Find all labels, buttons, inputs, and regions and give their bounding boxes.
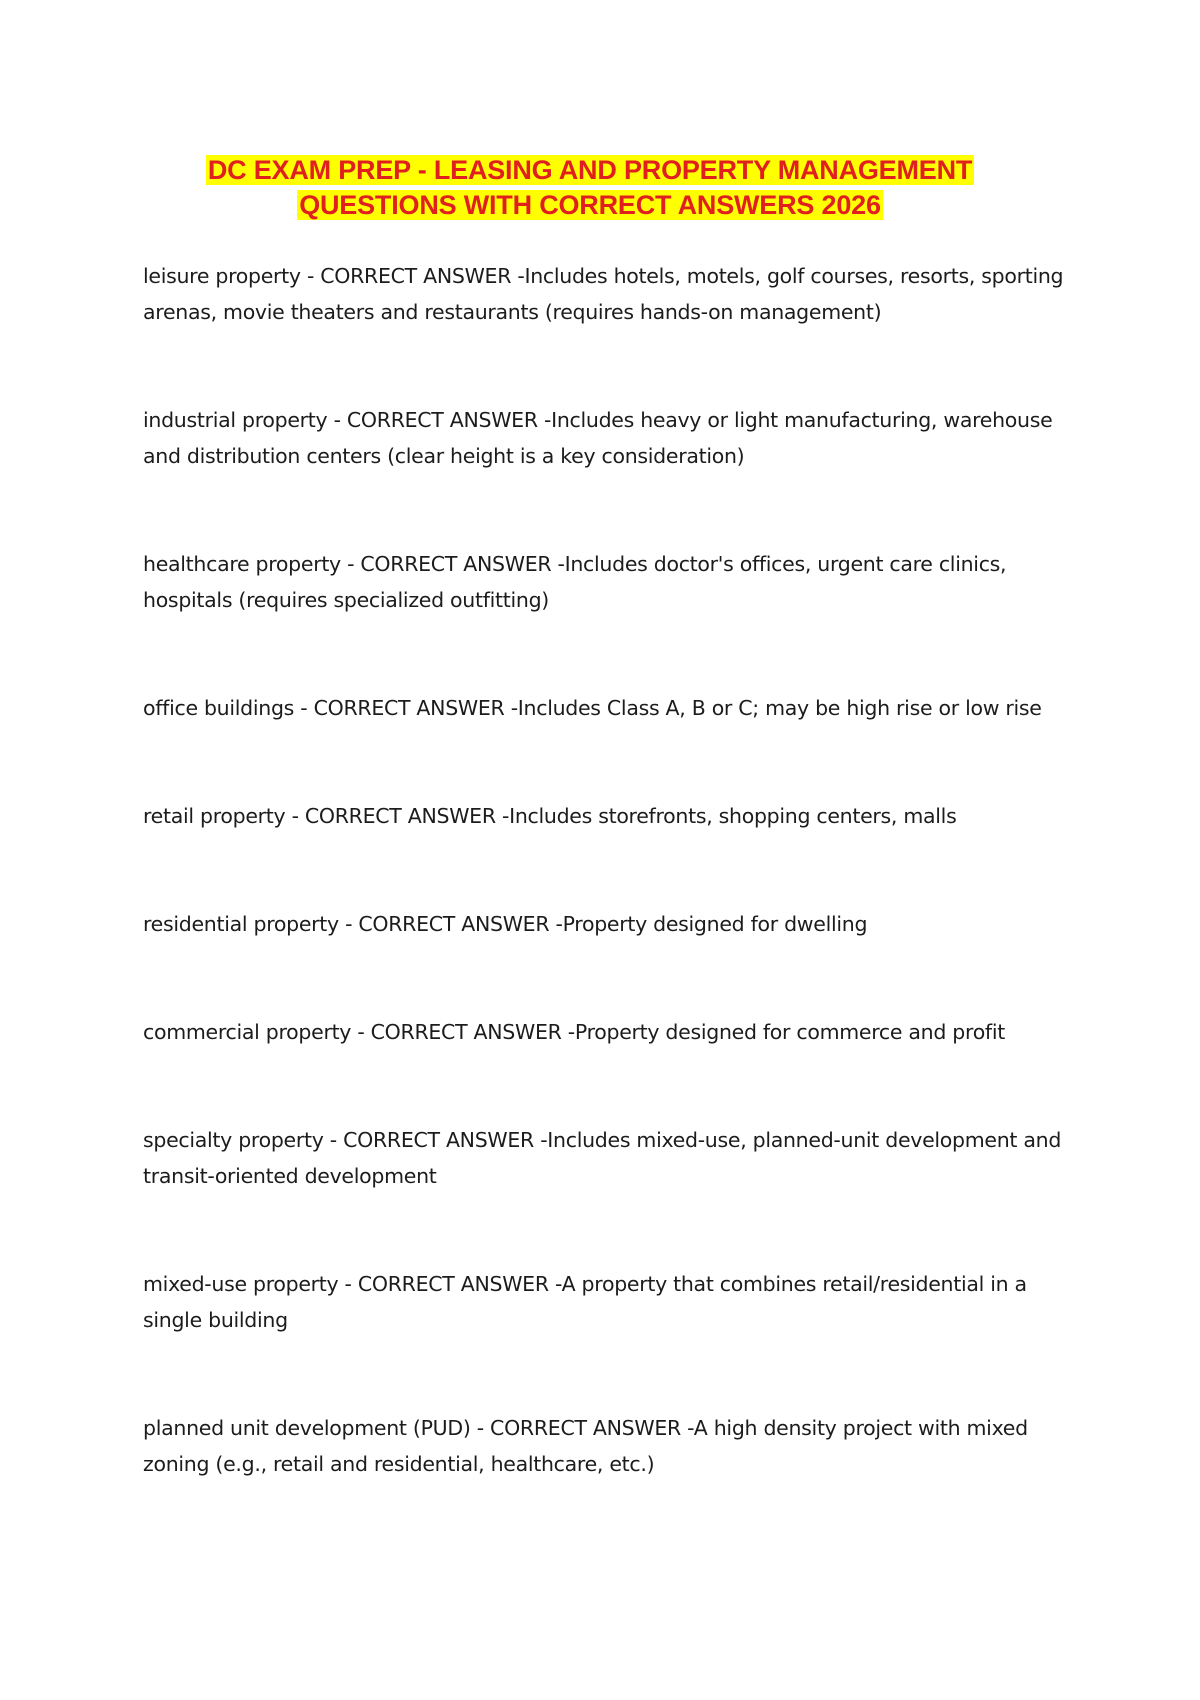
qa-entry-residential-property: residential property - CORRECT ANSWER -Property designed for dwelling [143,912,868,936]
qa-list [143,258,1073,1482]
title-line-2: QUESTIONS WITH CORRECT ANSWERS 2026 [299,190,881,220]
qa-entry-leisure-property: leisure property - CORRECT ANSWER -Includes hotels, motels, golf courses, resorts, sporting arenas, movie theaters and restaurants (requires hands-on management) [143,264,1064,324]
title-line-1: DC EXAM PREP - LEASING AND PROPERTY MANAGEMENT [207,155,973,185]
qa-entry-commercial-property: commercial property - CORRECT ANSWER -Property designed for commerce and profit [143,1020,1005,1044]
document-title [150,153,1030,223]
qa-entry-office-buildings: office buildings - CORRECT ANSWER -Includes Class A, B or C; may be high rise or low rise [143,696,1042,720]
qa-entry-mixed-use-property: mixed-use property - CORRECT ANSWER -A property that combines retail/residential in a single building [143,1272,1027,1332]
qa-entry-industrial-property: industrial property - CORRECT ANSWER -Includes heavy or light manufacturing, warehouse and distribution centers (clear height is a key consideration) [143,408,1053,468]
qa-entry-healthcare-property: healthcare property - CORRECT ANSWER -Includes doctor's offices, urgent care clinics, hospitals (requires specialized outfitting) [143,552,1007,612]
qa-entry-planned-unit-development: planned unit development (PUD) - CORRECT ANSWER -A high density project with mixed zoning (e.g., retail and residential, healthcare, etc.) [143,1416,1028,1476]
qa-entry-specialty-property: specialty property - CORRECT ANSWER -Includes mixed-use, planned-unit development and transit-oriented development [143,1128,1062,1188]
qa-entry-retail-property: retail property - CORRECT ANSWER -Includes storefronts, shopping centers, malls [143,804,957,828]
